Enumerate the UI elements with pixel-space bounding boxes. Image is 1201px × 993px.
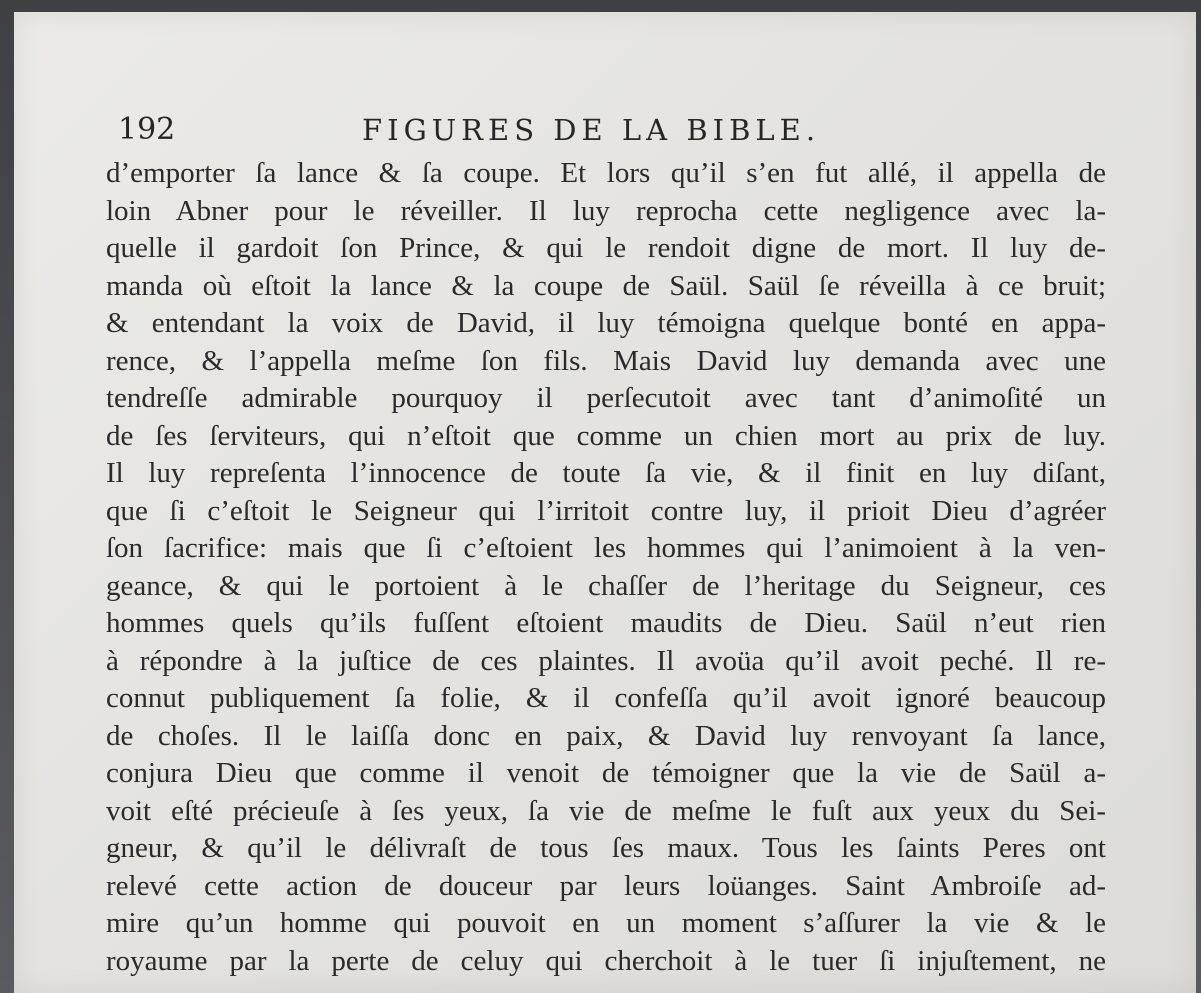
body-text [106, 155, 1106, 980]
text-line: royaume par la perte de celuy qui cherchoit à le tuer ſi injuſtement, ne [106, 944, 1106, 977]
text-line: voit eſté précieuſe à ſes yeux, ſa vie de meſme le fuſt aux yeux du Sei- [106, 794, 1106, 827]
text-line: gneur, & qu’il le délivraſt de tous ſes maux. Tous les ſaints Peres ont [106, 832, 1106, 864]
text-line: connut publiquement ſa folie, & il confeſſa qu’il avoit ignoré beaucoup [106, 682, 1106, 714]
text-line: geance, & qui le portoient à le chaſſer de l’heritage du Seigneur, ces [106, 569, 1106, 602]
text-line: de choſes. Il le laiſſa donc en paix, & David luy renvoyant ſa lance, [106, 719, 1106, 752]
text-line: hommes quels qu’ils fuſſent eſtoient maudits de Dieu. Saül n’eut rien [106, 607, 1106, 639]
text-line: de ſes ſerviteurs, qui n’eſtoit que comme un chien mort au prix de luy. [106, 419, 1106, 452]
page-header [118, 110, 1118, 156]
text-line: quelle il gardoit ſon Prince, & qui le rendoit digne de mort. Il luy de- [106, 232, 1106, 264]
text-line: conjura Dieu que comme il venoit de témoigner que la vie de Saül a- [106, 757, 1106, 789]
text-line: tendreſſe admirable pourquoy il perſecutoit avec tant d’animoſité un [106, 382, 1106, 414]
text-line: relevé cette action de douceur par leurs loüanges. Saint Ambroiſe ad- [106, 869, 1106, 902]
text-line: que ſi c’eſtoit le Seigneur qui l’irritoit contre luy, il prioit Dieu d’agréer [106, 494, 1106, 527]
text-line: Il luy repreſenta l’innocence de toute ſa vie, & il finit en luy diſant, [106, 457, 1106, 489]
running-title: FIGURES DE LA BIBLE. [362, 113, 821, 147]
text-line: d’emporter ſa lance & ſa coupe. Et lors qu’il s’en fut allé, il appella de [106, 157, 1106, 189]
text-line: mire qu’un homme qui pouvoit en un moment s’aſſurer la vie & le [106, 907, 1106, 939]
page-number: 192 [118, 112, 176, 147]
text-line: à répondre à la juſtice de ces plaintes. Il avoüa qu’il avoit peché. Il re- [106, 644, 1106, 677]
text-line: manda où eſtoit la lance & la coupe de Saül. Saül ſe réveilla à ce bruit; [106, 269, 1106, 302]
text-line: rence, & l’appella meſme ſon fils. Mais David luy demanda avec une [106, 344, 1106, 377]
text-line: ſon ſacrifice: mais que ſi c’eſtoient les hommes qui l’animoient à la ven- [106, 532, 1106, 564]
text-line: & entendant la voix de David, il luy témoigna quelque bonté en appa- [106, 307, 1106, 339]
text-line: loin Abner pour le réveiller. Il luy reprocha cette negligence avec la- [106, 194, 1106, 227]
